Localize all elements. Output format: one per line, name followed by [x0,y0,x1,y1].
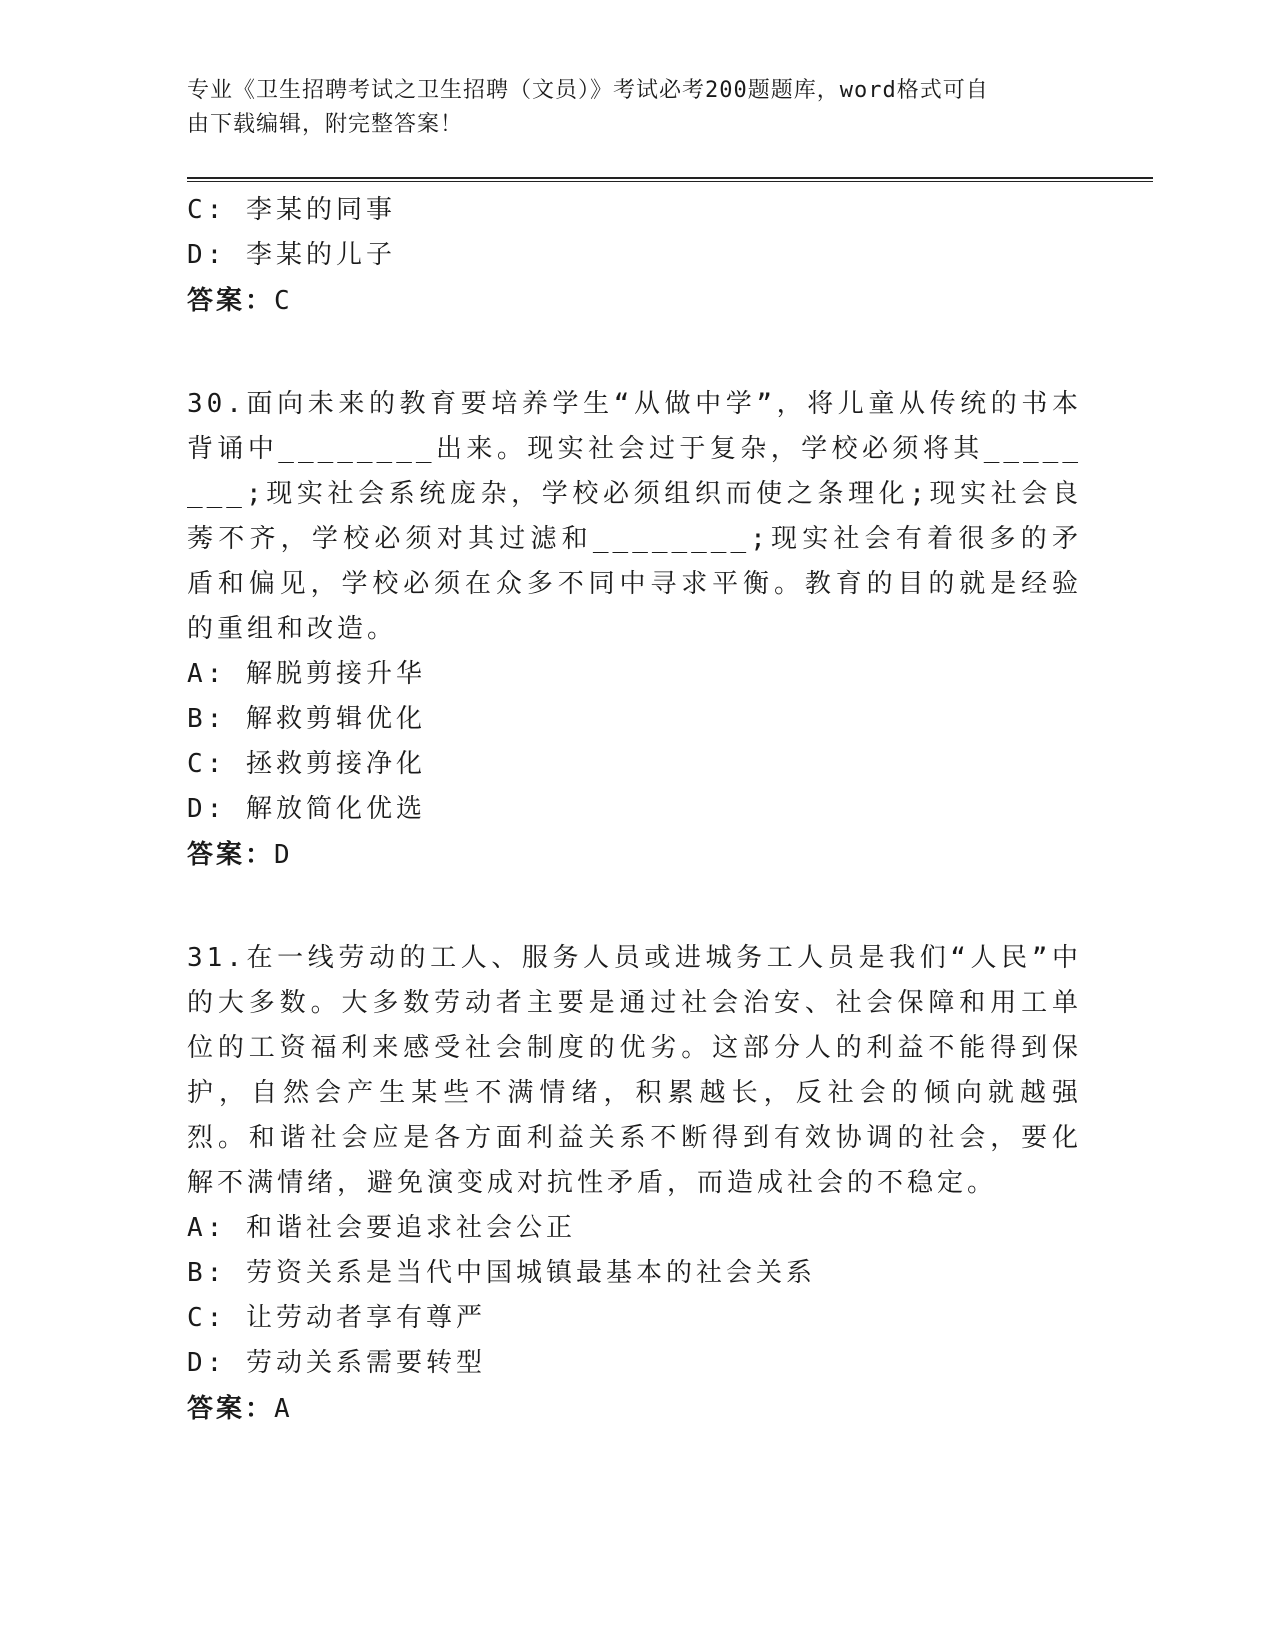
answer-value: D [274,840,293,870]
answer-label: 答案： [187,840,275,870]
answer-line [187,1386,1087,1432]
answer-line [187,832,1087,878]
option-c: C: 拯救剪接净化 [187,749,426,779]
header-line-1: 专业《卫生招聘考试之卫生招聘（文员）》考试必考200题题库，word格式可自 [187,78,989,103]
option-a: A: 和谐社会要追求社会公正 [187,1213,576,1243]
option-c: C: 让劳动者享有尊严 [187,1303,486,1333]
question-stem: 30.面向未来的教育要培养学生“从做中学”，将儿童从传统的书本背诵中________出来。现实社会过于复杂，学校必须将其________;现实社会系统庞杂，学校必须组织而使之条理化;现实社会良莠不齐，学校必须对其过滤和________;现实社会有着很多的矛盾和偏见，学校必须在众多不同中寻求平衡。教育的目的就是经验的重组和改造。 [187,389,1082,644]
answer-line [187,278,1087,324]
spacer [187,324,1087,382]
option-d: D: 李某的儿子 [187,240,396,270]
question-stem: 31.在一线劳动的工人、服务人员或进城务工人员是我们“人民”中的大多数。大多数劳动者主要是通过社会治安、社会保障和用工单位的工资福利来感受社会制度的优劣。这部分人的利益不能得到保护，自然会产生某些不满情绪，积累越长，反社会的倾向就越强烈。和谐社会应是各方面利益关系不断得到有效协调的社会，要化解不满情绪，避免演变成对抗性矛盾，而造成社会的不稳定。 [187,943,1082,1198]
option-c: C: 李某的同事 [187,195,396,225]
answer-label: 答案： [187,1394,275,1424]
option-d: D: 解放简化优选 [187,794,426,824]
option-b: B: 劳资关系是当代中国城镇最基本的社会关系 [187,1258,816,1288]
answer-value: C [274,286,293,316]
document-body [187,188,1087,1432]
question-30 [187,382,1087,878]
option-d: D: 劳动关系需要转型 [187,1348,486,1378]
answer-value: A [274,1394,293,1424]
document-header [187,74,1067,142]
prev-question [187,188,1087,324]
question-31 [187,936,1087,1432]
spacer [187,878,1087,936]
option-b: B: 解救剪辑优化 [187,704,426,734]
header-line-2: 由下载编辑，附完整答案！ [187,112,464,137]
answer-label: 答案： [187,286,275,316]
option-a: A: 解脱剪接升华 [187,659,426,689]
header-divider [187,177,1153,182]
